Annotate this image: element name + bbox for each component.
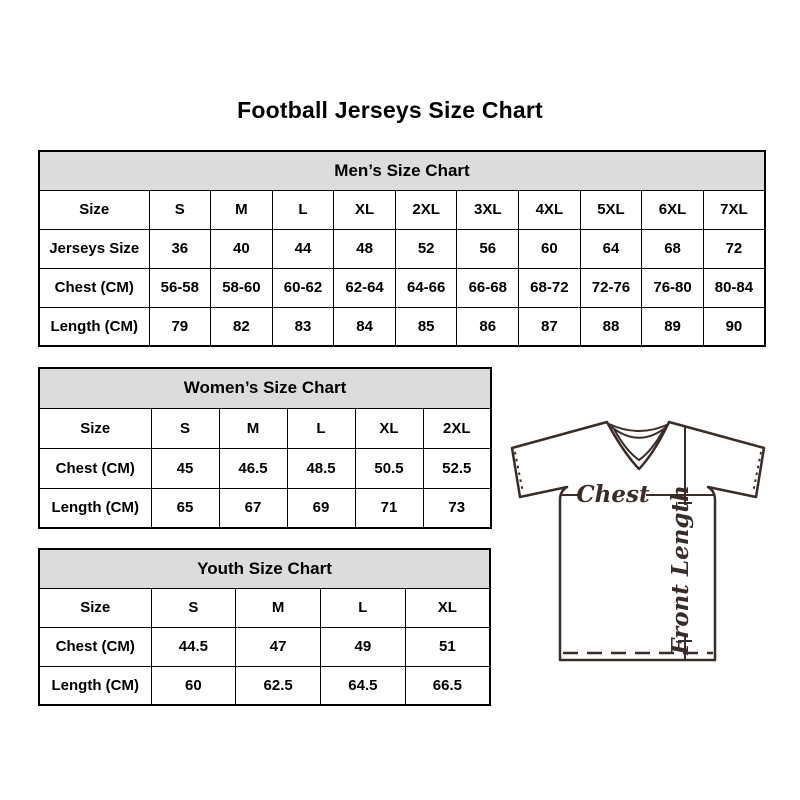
- table-row: [39, 488, 491, 528]
- size-value-cell: 80-84: [703, 268, 765, 307]
- size-value-cell: 60: [151, 666, 236, 705]
- size-value-cell: 60-62: [272, 268, 334, 307]
- size-value-cell: 40: [211, 229, 273, 268]
- row-label: Length (CM): [39, 307, 149, 346]
- size-value-cell: 51: [405, 627, 490, 666]
- column-header: XL: [334, 190, 396, 229]
- mens-size-table: [38, 150, 766, 347]
- column-header: L: [287, 408, 355, 448]
- column-header: 2XL: [395, 190, 457, 229]
- front-length-label: Front Length: [667, 485, 694, 655]
- size-value-cell: 45: [151, 448, 219, 488]
- jersey-measurement-diagram: [495, 395, 785, 695]
- size-value-cell: 85: [395, 307, 457, 346]
- table-header-row: [39, 368, 491, 408]
- column-header: 5XL: [580, 190, 642, 229]
- size-value-cell: 88: [580, 307, 642, 346]
- size-value-cell: 62-64: [334, 268, 396, 307]
- size-value-cell: 72-76: [580, 268, 642, 307]
- size-value-cell: 44.5: [151, 627, 236, 666]
- size-value-cell: 48: [334, 229, 396, 268]
- size-value-cell: 84: [334, 307, 396, 346]
- size-value-cell: 36: [149, 229, 211, 268]
- youth-size-table: [38, 548, 491, 706]
- column-header: XL: [355, 408, 423, 448]
- size-value-cell: 52: [395, 229, 457, 268]
- size-value-cell: 67: [219, 488, 287, 528]
- table-title: Women’s Size Chart: [39, 368, 491, 408]
- column-header-row: [39, 190, 765, 229]
- size-value-cell: 46.5: [219, 448, 287, 488]
- table-header-row: [39, 549, 490, 588]
- size-value-cell: 79: [149, 307, 211, 346]
- row-label: Length (CM): [39, 666, 151, 705]
- column-header-row: [39, 588, 490, 627]
- column-header: M: [219, 408, 287, 448]
- size-value-cell: 64-66: [395, 268, 457, 307]
- column-header: S: [149, 190, 211, 229]
- size-value-cell: 50.5: [355, 448, 423, 488]
- table-title: Youth Size Chart: [39, 549, 490, 588]
- size-value-cell: 44: [272, 229, 334, 268]
- column-header: XL: [405, 588, 490, 627]
- size-value-cell: 49: [321, 627, 406, 666]
- column-header: L: [272, 190, 334, 229]
- column-header: 7XL: [703, 190, 765, 229]
- womens-size-table: [38, 367, 492, 529]
- size-value-cell: 68: [642, 229, 704, 268]
- jersey-outline-shape: [512, 422, 764, 660]
- column-header-row: [39, 408, 491, 448]
- column-header: Size: [39, 190, 149, 229]
- size-value-cell: 48.5: [287, 448, 355, 488]
- row-label: Jerseys Size: [39, 229, 149, 268]
- chest-label: Chest: [576, 481, 650, 508]
- size-value-cell: 69: [287, 488, 355, 528]
- page-title: Football Jerseys Size Chart: [237, 97, 543, 123]
- row-label: Chest (CM): [39, 627, 151, 666]
- table-row: [39, 627, 490, 666]
- size-value-cell: 58-60: [211, 268, 273, 307]
- column-header: Size: [39, 408, 151, 448]
- row-label: Chest (CM): [39, 268, 149, 307]
- row-label: Chest (CM): [39, 448, 151, 488]
- column-header: Size: [39, 588, 151, 627]
- size-value-cell: 71: [355, 488, 423, 528]
- table-row: [39, 307, 765, 346]
- column-header: 3XL: [457, 190, 519, 229]
- size-value-cell: 62.5: [236, 666, 321, 705]
- size-value-cell: 60: [519, 229, 581, 268]
- size-value-cell: 65: [151, 488, 219, 528]
- size-value-cell: 73: [423, 488, 491, 528]
- column-header: 4XL: [519, 190, 581, 229]
- size-value-cell: 56-58: [149, 268, 211, 307]
- size-value-cell: 89: [642, 307, 704, 346]
- collar-back-arc: [609, 424, 669, 431]
- size-value-cell: 64.5: [321, 666, 406, 705]
- size-value-cell: 82: [211, 307, 273, 346]
- column-header: M: [236, 588, 321, 627]
- column-header: S: [151, 588, 236, 627]
- table-row: [39, 268, 765, 307]
- size-value-cell: 64: [580, 229, 642, 268]
- size-value-cell: 87: [519, 307, 581, 346]
- column-header: S: [151, 408, 219, 448]
- size-value-cell: 47: [236, 627, 321, 666]
- size-value-cell: 76-80: [642, 268, 704, 307]
- table-row: [39, 229, 765, 268]
- row-label: Length (CM): [39, 488, 151, 528]
- column-header: M: [211, 190, 273, 229]
- size-value-cell: 90: [703, 307, 765, 346]
- size-value-cell: 86: [457, 307, 519, 346]
- table-row: [39, 448, 491, 488]
- size-value-cell: 52.5: [423, 448, 491, 488]
- column-header: 6XL: [642, 190, 704, 229]
- size-value-cell: 56: [457, 229, 519, 268]
- column-header: 2XL: [423, 408, 491, 448]
- size-value-cell: 66-68: [457, 268, 519, 307]
- table-title: Men’s Size Chart: [39, 151, 765, 190]
- size-value-cell: 72: [703, 229, 765, 268]
- table-header-row: [39, 151, 765, 190]
- table-row: [39, 666, 490, 705]
- size-value-cell: 68-72: [519, 268, 581, 307]
- size-value-cell: 66.5: [405, 666, 490, 705]
- column-header: L: [321, 588, 406, 627]
- size-value-cell: 83: [272, 307, 334, 346]
